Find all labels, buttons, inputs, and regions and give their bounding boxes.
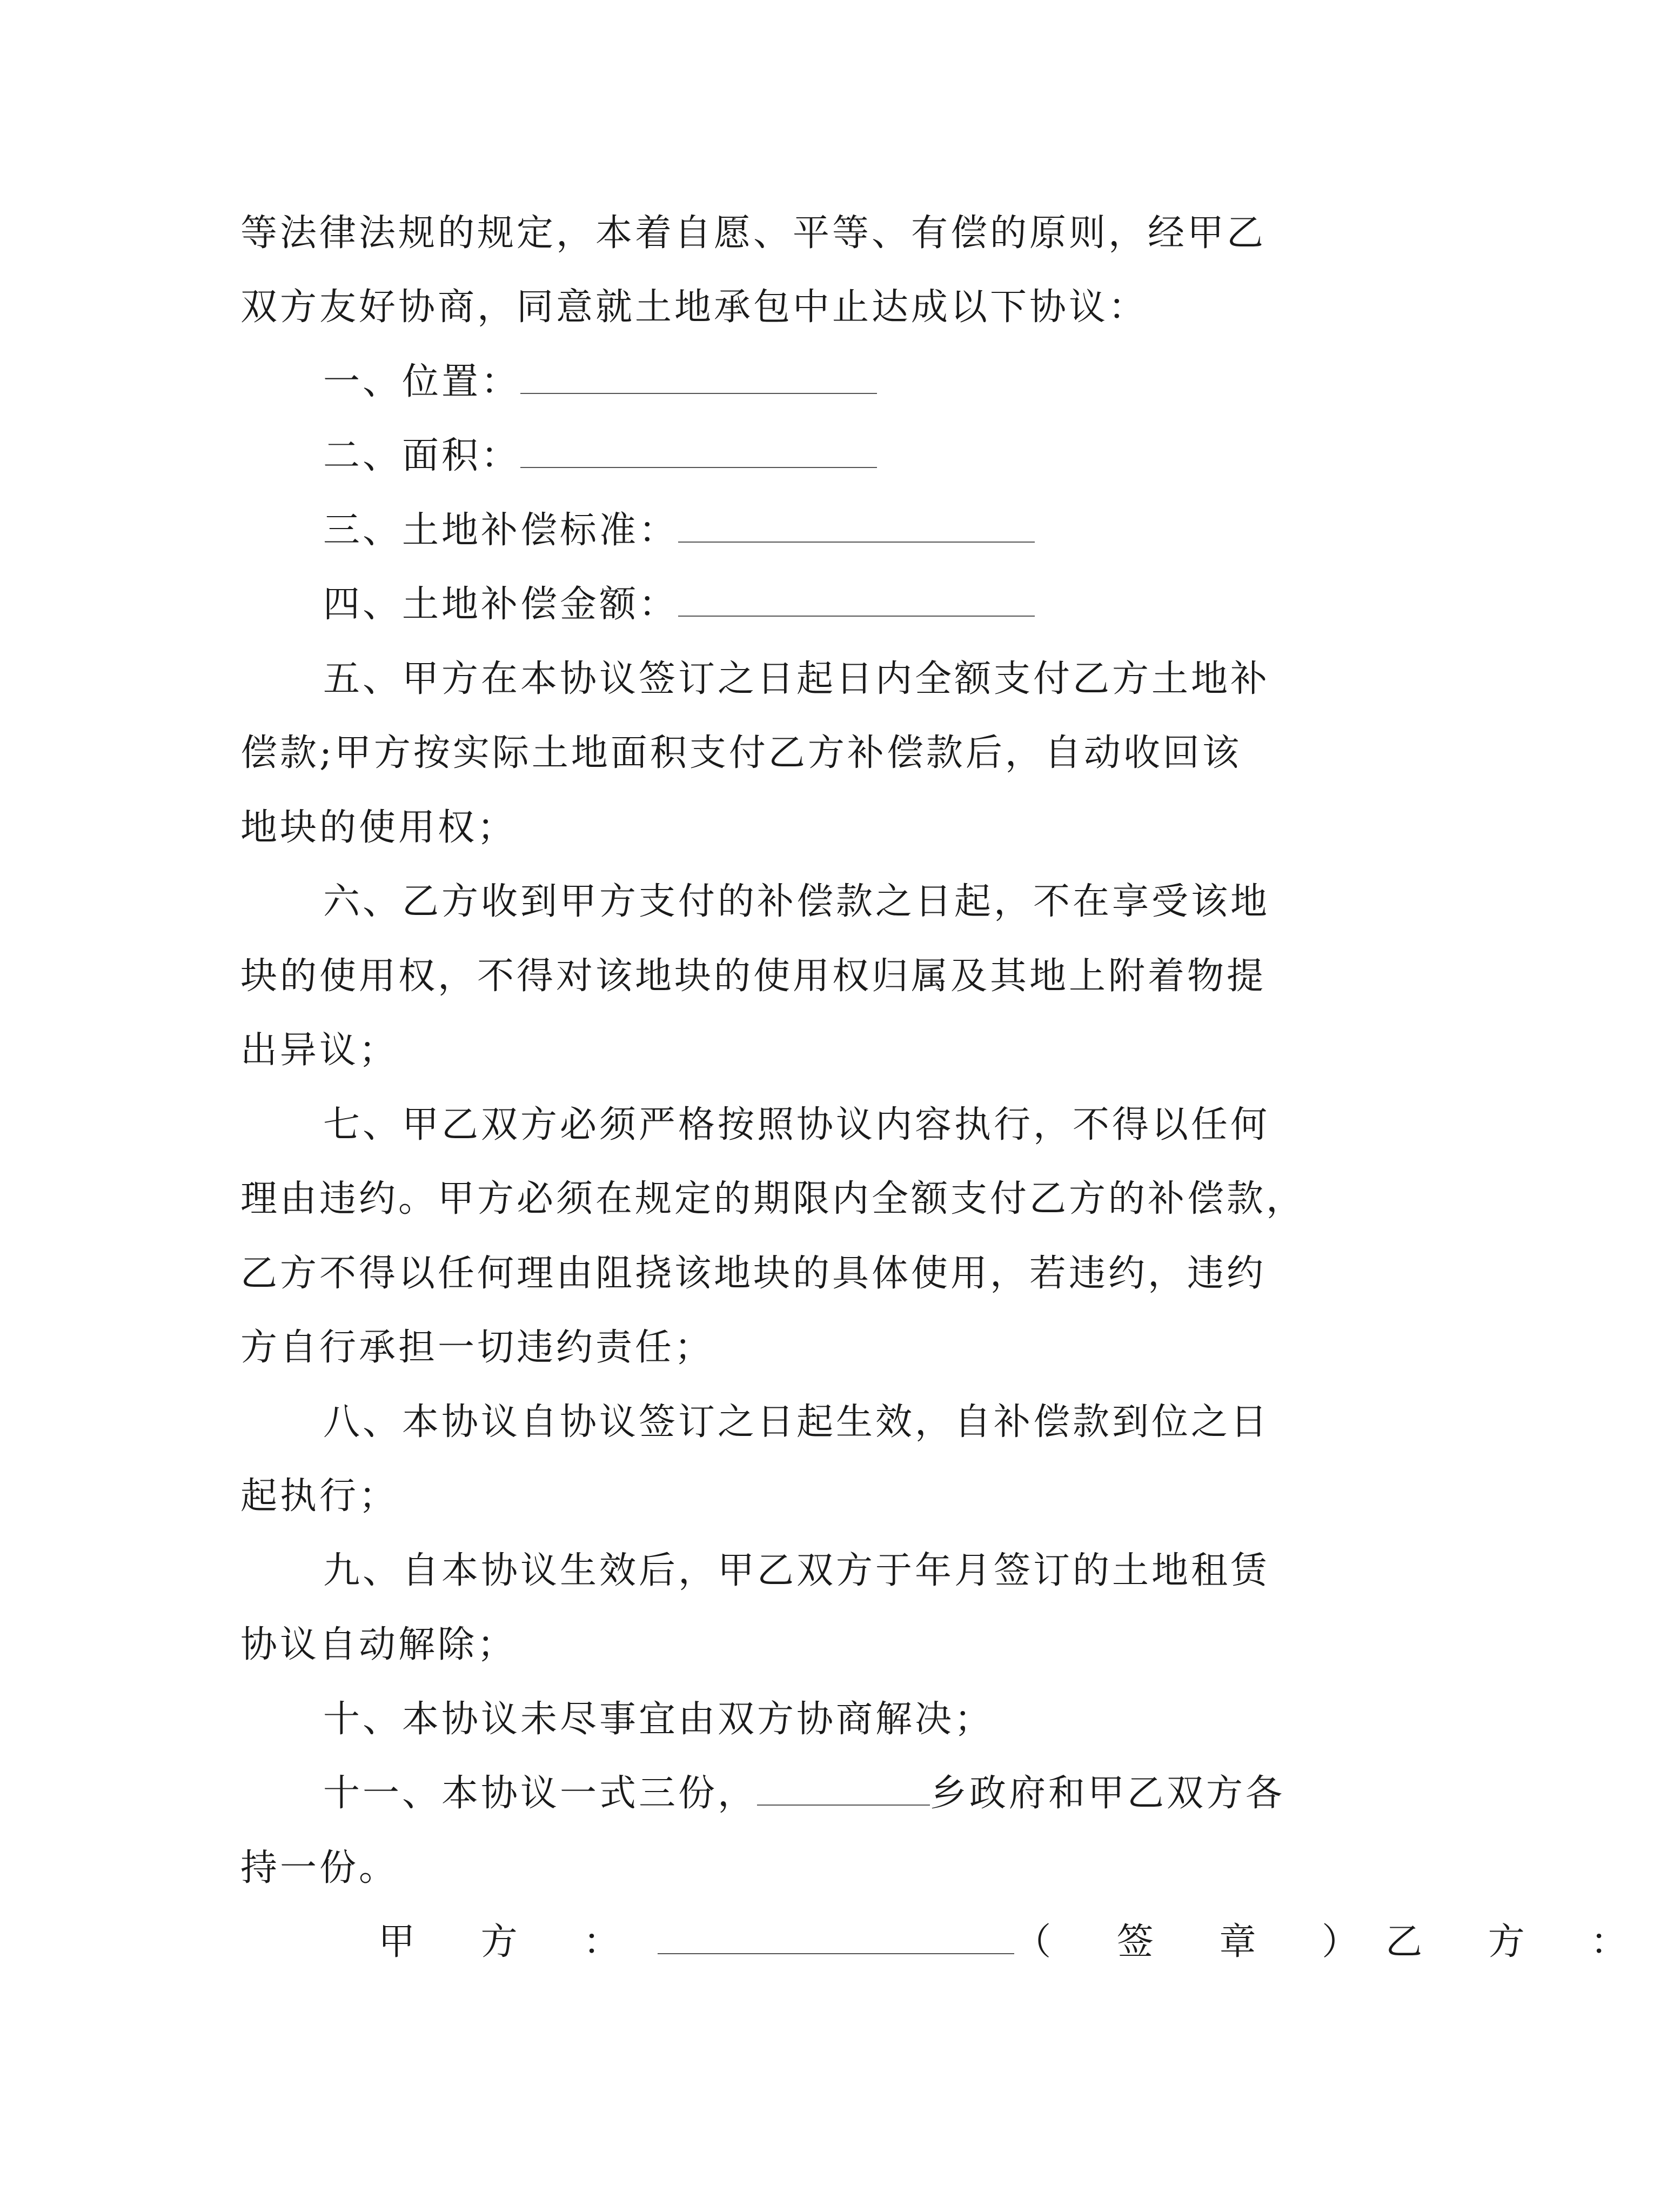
text-line: 持一份。 <box>240 1847 399 1889</box>
text-line: 等法律法规的规定，本着自愿、平等、有偿的原则，经甲乙 <box>240 212 1267 255</box>
text-line: 理由违约。甲方必须在规定的期限内全额支付乙方的补偿款， <box>240 1178 1306 1220</box>
text-line: 六、乙方收到甲方支付的补偿款之日起，不在享受该地 <box>323 880 1270 923</box>
clause-label: 三、土地补偿标准： <box>323 509 679 552</box>
party-a-label: 甲 方 ： <box>378 1921 647 1963</box>
text-line: 块的使用权，不得对该地块的使用权归属及其地上附着物提 <box>240 955 1267 998</box>
blank-field <box>678 511 1035 543</box>
party-b-label: 乙 方 ： <box>1385 1921 1654 1963</box>
text-line: 地块的使用权； <box>240 806 517 849</box>
text-line: 五、甲方在本协议签订之日起日内全额支付乙方土地补 <box>323 658 1270 700</box>
text-line: 九、自本协议生效后，甲乙双方于年月签订的土地租赁 <box>323 1549 1270 1592</box>
clause-copies <box>323 1772 1420 1815</box>
signature-blank <box>658 1923 1014 1954</box>
text-line: 出异议； <box>240 1029 399 1072</box>
blank-field <box>520 363 877 394</box>
blank-field <box>757 1774 930 1806</box>
clause-label: 二、面积： <box>323 435 521 477</box>
blank-field <box>520 437 877 468</box>
clause-label: 一、位置： <box>323 360 521 403</box>
seal-label: （ 签 章 ） <box>1014 1921 1386 1963</box>
clause-text: 十一、本协议一式三份， <box>323 1772 758 1815</box>
text-line: 乙方不得以任何理由阻挠该地块的具体使用，若违约，违约 <box>240 1252 1267 1295</box>
clause-location <box>323 360 1420 404</box>
text-line: 方自行承担一切违约责任； <box>240 1326 714 1369</box>
clause-label: 四、土地补偿金额： <box>323 583 679 626</box>
clause-compensation-amount <box>323 583 1420 626</box>
signature-row <box>378 1921 1654 1964</box>
text-line: 双方友好协商，同意就土地承包中止达成以下协议： <box>240 286 1148 329</box>
clause-compensation-standard <box>323 509 1420 552</box>
text-line: 协议自动解除； <box>240 1623 517 1666</box>
clause-text: 乡政府和甲乙双方各 <box>930 1772 1285 1815</box>
text-line: 偿款;甲方按实际土地面积支付乙方补偿款后，自动收回该 <box>240 732 1242 774</box>
text-line: 八、本协议自协议签订之日起生效，自补偿款到位之日 <box>323 1401 1270 1444</box>
blank-field <box>678 585 1035 617</box>
clause-area <box>323 435 1420 478</box>
text-line: 七、甲乙双方必须严格按照协议内容执行，不得以任何 <box>323 1104 1270 1146</box>
text-line: 十、本协议未尽事宜由双方协商解决； <box>323 1698 994 1741</box>
text-line: 起执行； <box>240 1475 399 1518</box>
